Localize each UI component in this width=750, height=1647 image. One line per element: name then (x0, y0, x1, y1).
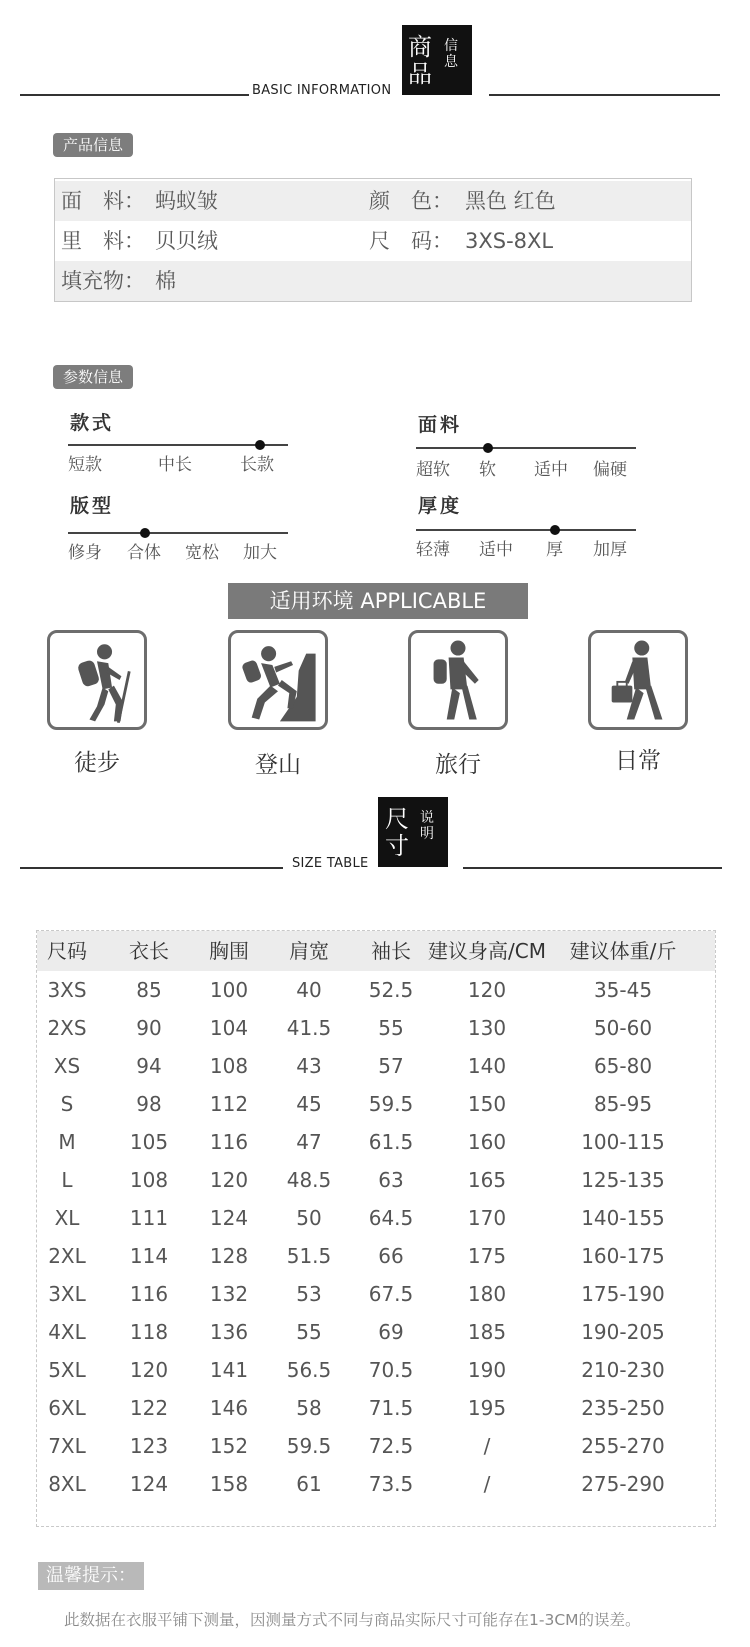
size-cell: 43 (296, 1054, 322, 1078)
param-title-fit: 版型 (70, 495, 115, 517)
size-cell: 116 (209, 1130, 249, 1154)
size-header-cell: 建议体重/斤 (569, 939, 677, 963)
size-cell: 136 (209, 1320, 249, 1344)
param-marker-fabric (483, 443, 493, 453)
param-scale-fabric (416, 447, 636, 449)
table-row (37, 1123, 715, 1161)
size-cell: 125-135 (581, 1168, 665, 1192)
param-title-style: 款式 (70, 412, 115, 434)
size-cell: 100 (209, 978, 249, 1002)
size-cell: 120 (209, 1168, 249, 1192)
section-title-big: 商 品 (408, 33, 432, 88)
size-cell: 55 (378, 1016, 404, 1040)
lining-value: 贝贝绒 (155, 229, 218, 253)
lining-key: 里 料： (61, 229, 145, 253)
size-cell: 105 (129, 1130, 169, 1154)
table-row (37, 1047, 715, 1085)
size-cell: 48.5 (286, 1168, 332, 1192)
size-cell: 160-175 (581, 1244, 665, 1268)
info-row-1 (55, 181, 691, 221)
size-cell: 104 (209, 1016, 249, 1040)
size-title-big: 尺 寸 (385, 805, 409, 860)
param-tick: 短款 (68, 455, 102, 475)
param-tick: 适中 (534, 460, 568, 480)
size-cell: XL (54, 1206, 80, 1230)
size-cell: 41.5 (286, 1016, 332, 1040)
size-cell: L (61, 1168, 73, 1192)
size-cell: 35-45 (593, 978, 653, 1002)
size-cell: 116 (129, 1282, 169, 1306)
size-header-cell: 衣长 (129, 939, 169, 963)
size-cell: 94 (136, 1054, 162, 1078)
size-cell: 53 (296, 1282, 322, 1306)
table-row (37, 1009, 715, 1047)
size-cell: 255-270 (581, 1434, 665, 1458)
param-marker-style (255, 440, 265, 450)
size-cell: 140 (467, 1054, 507, 1078)
table-row (37, 1275, 715, 1313)
size-cell: 120 (129, 1358, 169, 1382)
param-scale-fit (68, 532, 288, 534)
size-cell: 180 (467, 1282, 507, 1306)
param-tick: 合体 (127, 543, 161, 563)
size-cell: 73.5 (368, 1472, 414, 1496)
size-cell: 158 (209, 1472, 249, 1496)
size-cell: 64.5 (368, 1206, 414, 1230)
color-key: 颜 色： (369, 189, 453, 213)
size-cell: 47 (296, 1130, 322, 1154)
fabric-key: 面 料： (61, 189, 145, 213)
size-header-cell: 尺码 (47, 939, 87, 963)
size-cell: 165 (467, 1168, 507, 1192)
size-header-cell: 建议身高/CM (428, 939, 546, 963)
filling-key: 填充物： (61, 269, 145, 293)
filling-value: 棉 (155, 269, 176, 293)
size-cell: 210-230 (581, 1358, 665, 1382)
size-cell: 141 (209, 1358, 249, 1382)
size-cell: 55 (296, 1320, 322, 1344)
applicable-label: 旅行 (435, 752, 481, 778)
section-title-small: 信 息 (444, 38, 458, 70)
param-tick: 修身 (68, 543, 102, 563)
table-row (37, 1351, 715, 1389)
size-cell: 45 (296, 1092, 322, 1116)
size-cell: 2XL (48, 1244, 86, 1268)
size-cell: 51.5 (286, 1244, 332, 1268)
size-cell: S (60, 1092, 74, 1116)
param-tick: 中长 (158, 455, 192, 475)
param-tick: 加大 (243, 543, 277, 563)
size-cell: 2XS (47, 1016, 87, 1040)
table-row (37, 1389, 715, 1427)
param-scale-thickness (416, 529, 636, 531)
size-cell: 58 (296, 1396, 322, 1420)
param-tick: 轻薄 (416, 540, 450, 560)
params-label: 参数信息 (53, 365, 133, 389)
size-cell: 152 (209, 1434, 249, 1458)
size-cell: 90 (136, 1016, 162, 1040)
size-cell: 100-115 (581, 1130, 665, 1154)
size-value: 3XS-8XL (465, 229, 554, 253)
size-cell: 65-80 (593, 1054, 653, 1078)
size-cell: 132 (209, 1282, 249, 1306)
size-cell: 4XL (48, 1320, 86, 1344)
size-cell: 128 (209, 1244, 249, 1268)
size-cell: 71.5 (368, 1396, 414, 1420)
applicable-label: 登山 (255, 752, 301, 778)
size-cell: 146 (209, 1396, 249, 1420)
size-cell: 175-190 (581, 1282, 665, 1306)
param-tick: 超软 (416, 460, 450, 480)
param-tick: 宽松 (185, 543, 219, 563)
size-cell: 85-95 (593, 1092, 653, 1116)
param-title-fabric: 面料 (418, 414, 463, 436)
size-cell: 61 (296, 1472, 322, 1496)
size-cell: 185 (467, 1320, 507, 1344)
size-cell: 124 (209, 1206, 249, 1230)
size-key: 尺 码： (369, 229, 453, 253)
size-cell: 175 (467, 1244, 507, 1268)
table-row (37, 1427, 715, 1465)
info-row-2 (55, 221, 691, 261)
size-header-cell: 胸围 (209, 939, 249, 963)
size-cell: 50-60 (593, 1016, 653, 1040)
table-row (37, 1199, 715, 1237)
table-row (37, 1465, 715, 1503)
size-cell: 150 (467, 1092, 507, 1116)
size-cell: 67.5 (368, 1282, 414, 1306)
param-tick: 适中 (479, 540, 513, 560)
size-cell: 195 (467, 1396, 507, 1420)
basic-information-subtitle: BASIC INFORMATION (252, 83, 392, 98)
size-cell: 3XS (47, 978, 87, 1002)
size-table-subtitle: SIZE TABLE (292, 856, 369, 871)
size-cell: 7XL (48, 1434, 86, 1458)
size-cell: 98 (136, 1092, 162, 1116)
size-cell: 130 (467, 1016, 507, 1040)
size-cell: / (483, 1434, 491, 1458)
applicable-banner: 适用环境 APPLICABLE (228, 583, 528, 619)
size-cell: 59.5 (368, 1092, 414, 1116)
size-cell: XS (53, 1054, 81, 1078)
size-cell: 56.5 (286, 1358, 332, 1382)
size-rule-left (20, 867, 283, 869)
param-title-thickness: 厚度 (418, 495, 463, 517)
size-cell: 69 (378, 1320, 404, 1344)
size-cell: 190-205 (581, 1320, 665, 1344)
size-cell: 72.5 (368, 1434, 414, 1458)
hiking-icon (47, 630, 147, 730)
applicable-label: 徒步 (74, 750, 120, 776)
size-cell: M (58, 1130, 76, 1154)
size-cell: 6XL (48, 1396, 86, 1420)
table-row (37, 1161, 715, 1199)
size-cell: 50 (296, 1206, 322, 1230)
size-cell: 8XL (48, 1472, 86, 1496)
size-cell: 170 (467, 1206, 507, 1230)
size-cell: 85 (136, 978, 162, 1002)
table-row (37, 971, 715, 1009)
section-title-box (402, 25, 472, 95)
param-marker-thickness (550, 525, 560, 535)
size-cell: / (483, 1472, 491, 1496)
size-title-box (378, 797, 448, 867)
climbing-icon (228, 630, 328, 730)
size-cell: 120 (467, 978, 507, 1002)
walking-icon (408, 630, 508, 730)
size-header-cell: 袖长 (371, 939, 411, 963)
info-row-3 (55, 261, 691, 301)
param-tick: 加厚 (593, 540, 627, 560)
param-tick: 长款 (240, 455, 274, 475)
fabric-value: 蚂蚁皱 (155, 189, 218, 213)
size-cell: 112 (209, 1092, 249, 1116)
size-cell: 123 (129, 1434, 169, 1458)
product-info-table (54, 178, 692, 302)
size-table-header (37, 931, 715, 971)
size-cell: 275-290 (581, 1472, 665, 1496)
size-cell: 5XL (48, 1358, 86, 1382)
size-cell: 3XL (48, 1282, 86, 1306)
commuter-icon (588, 630, 688, 730)
size-cell: 59.5 (286, 1434, 332, 1458)
applicable-label: 日常 (615, 748, 661, 774)
size-cell: 114 (129, 1244, 169, 1268)
size-cell: 70.5 (368, 1358, 414, 1382)
color-value: 黑色 红色 (465, 189, 556, 213)
size-cell: 118 (129, 1320, 169, 1344)
size-cell: 108 (209, 1054, 249, 1078)
size-cell: 52.5 (368, 978, 414, 1002)
size-cell: 124 (129, 1472, 169, 1496)
size-table (36, 930, 716, 1527)
table-row (37, 1237, 715, 1275)
table-row (37, 1085, 715, 1123)
size-cell: 61.5 (368, 1130, 414, 1154)
param-tick: 软 (479, 460, 496, 480)
size-rule-right (463, 867, 722, 869)
tip-text: 此数据在衣服平铺下测量，因测量方式不同与商品实际尺寸可能存在1-3CM的误差。 (64, 1611, 641, 1629)
size-header-cell: 肩宽 (289, 939, 329, 963)
size-cell: 122 (129, 1396, 169, 1420)
param-tick: 厚 (546, 540, 563, 560)
size-title-small: 说 明 (420, 810, 434, 842)
header-rule-left (20, 94, 249, 96)
size-cell: 111 (129, 1206, 169, 1230)
size-cell: 190 (467, 1358, 507, 1382)
param-marker-fit (140, 528, 150, 538)
size-cell: 235-250 (581, 1396, 665, 1420)
header-rule-right (489, 94, 720, 96)
table-row (37, 1313, 715, 1351)
size-cell: 40 (296, 978, 322, 1002)
tip-label: 温馨提示： (38, 1562, 144, 1590)
param-tick: 偏硬 (593, 460, 627, 480)
size-cell: 66 (378, 1244, 404, 1268)
size-cell: 108 (129, 1168, 169, 1192)
size-cell: 140-155 (581, 1206, 665, 1230)
size-cell: 160 (467, 1130, 507, 1154)
size-cell: 57 (378, 1054, 404, 1078)
product-info-label: 产品信息 (53, 133, 133, 157)
size-cell: 63 (378, 1168, 404, 1192)
